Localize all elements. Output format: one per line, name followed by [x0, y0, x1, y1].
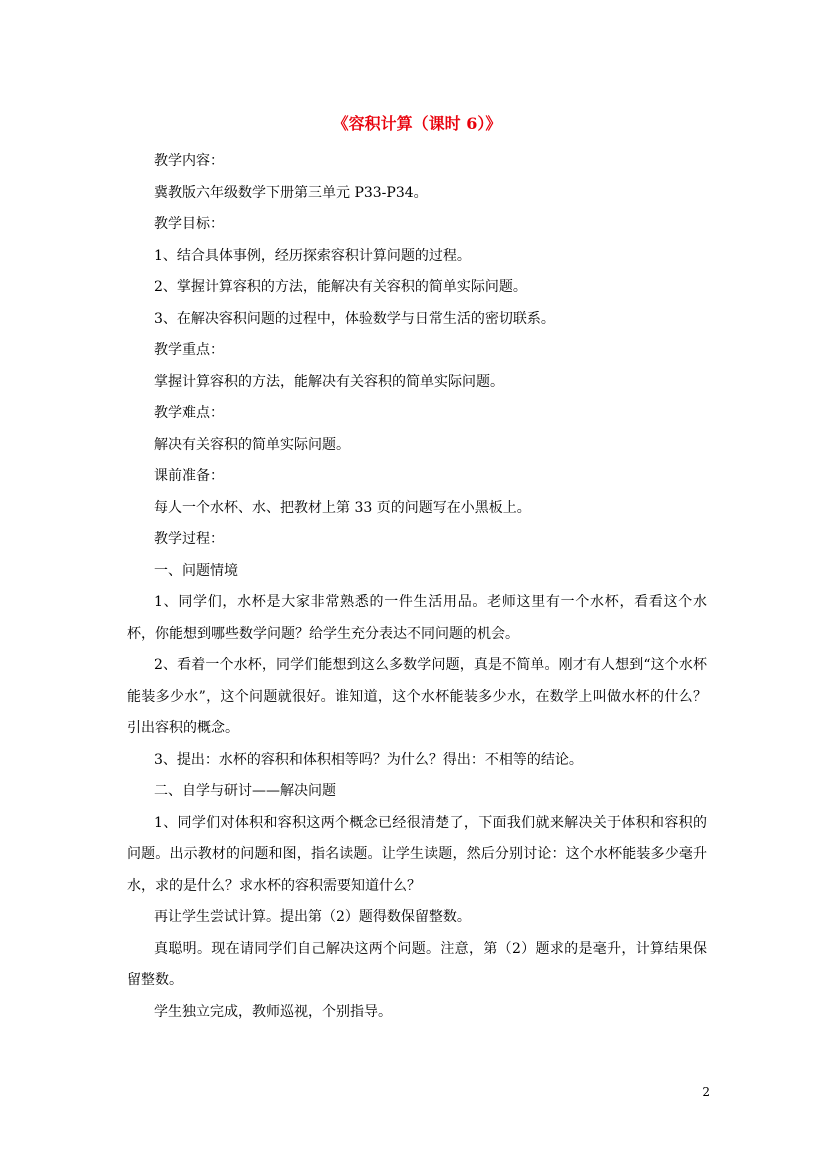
- paragraph-step-2-2: 再让学生尝试计算。提出第（2）题得数保留整数。: [154, 909, 471, 925]
- document-body: [127, 110, 707, 1028]
- document-title: 《容积计算（课时 6）》: [332, 114, 502, 133]
- paragraph-step-1-1: 1、同学们，水杯是大家非常熟悉的一件生活用品。老师这里有一个水杯，看看这个水杯，你能想到哪些数学问题？给学生充分表达不同问题的机会。: [127, 594, 707, 642]
- paragraph-step-2-1: 1、同学们对体积和容积这两个概念已经很清楚了，下面我们就来解决关于体积和容积的问题。出示教材的问题和图，指名读题。让学生读题，然后分别讨论：这个水杯能装多少毫升水，求的是什么？求水杯的容积需要知道什么？: [127, 814, 707, 894]
- paragraph-step-2-3: 真聪明。现在请同学们自己解决这两个问题。注意，第（2）题求的是毫升，计算结果保留整数。: [127, 940, 707, 988]
- paragraph-goal-2: 2、掌握计算容积的方法，能解决有关容积的简单实际问题。: [154, 279, 527, 295]
- paragraph-goal-1: 1、结合具体事例，经历探索容积计算问题的过程。: [154, 247, 471, 264]
- page-number: 2: [702, 1085, 710, 1099]
- paragraph-goals-heading: 教学目标：: [154, 216, 224, 232]
- paragraph-difficulty-heading: 教学难点：: [154, 405, 224, 421]
- section-heading-1: 一、问题情境: [154, 562, 238, 579]
- paragraph-keypoint: 掌握计算容积的方法，能解决有关容积的简单实际问题。: [154, 373, 504, 390]
- paragraph-step-1-2: 2、看着一个水杯，同学们能想到这么多数学问题，真是不简单。刚才有人想到“这个水杯能装多少水”，这个问题就很好。谁知道，这个水杯能装多少水，在数学上叫做水杯的什么？引出容积的概念。: [127, 657, 707, 736]
- section-heading-2: 二、自学与研讨——解决问题: [154, 783, 336, 799]
- paragraph-step-1-3: 3、提出：水杯的容积和体积相等吗？为什么？得出：不相等的结论。: [154, 751, 583, 768]
- paragraph-difficulty: 解决有关容积的简单实际问题。: [154, 436, 350, 453]
- paragraph-keypoint-heading: 教学重点：: [154, 342, 224, 358]
- paragraph-step-2-4: 学生独立完成，教师巡视，个别指导。: [154, 1003, 392, 1020]
- paragraph-content: 冀教版六年级数学下册第三单元 P33-P34。: [154, 184, 428, 201]
- paragraph-process-heading: 教学过程：: [154, 531, 224, 547]
- paragraph-goal-3: 3、在解决容积问题的过程中，体验数学与日常生活的密切联系。: [154, 310, 555, 327]
- paragraph-content-heading: 教学内容：: [154, 153, 224, 169]
- paragraph-preparation-heading: 课前准备：: [154, 468, 224, 484]
- paragraph-preparation: 每人一个水杯、水、把教材上第 33 页的问题写在小黑板上。: [154, 499, 531, 516]
